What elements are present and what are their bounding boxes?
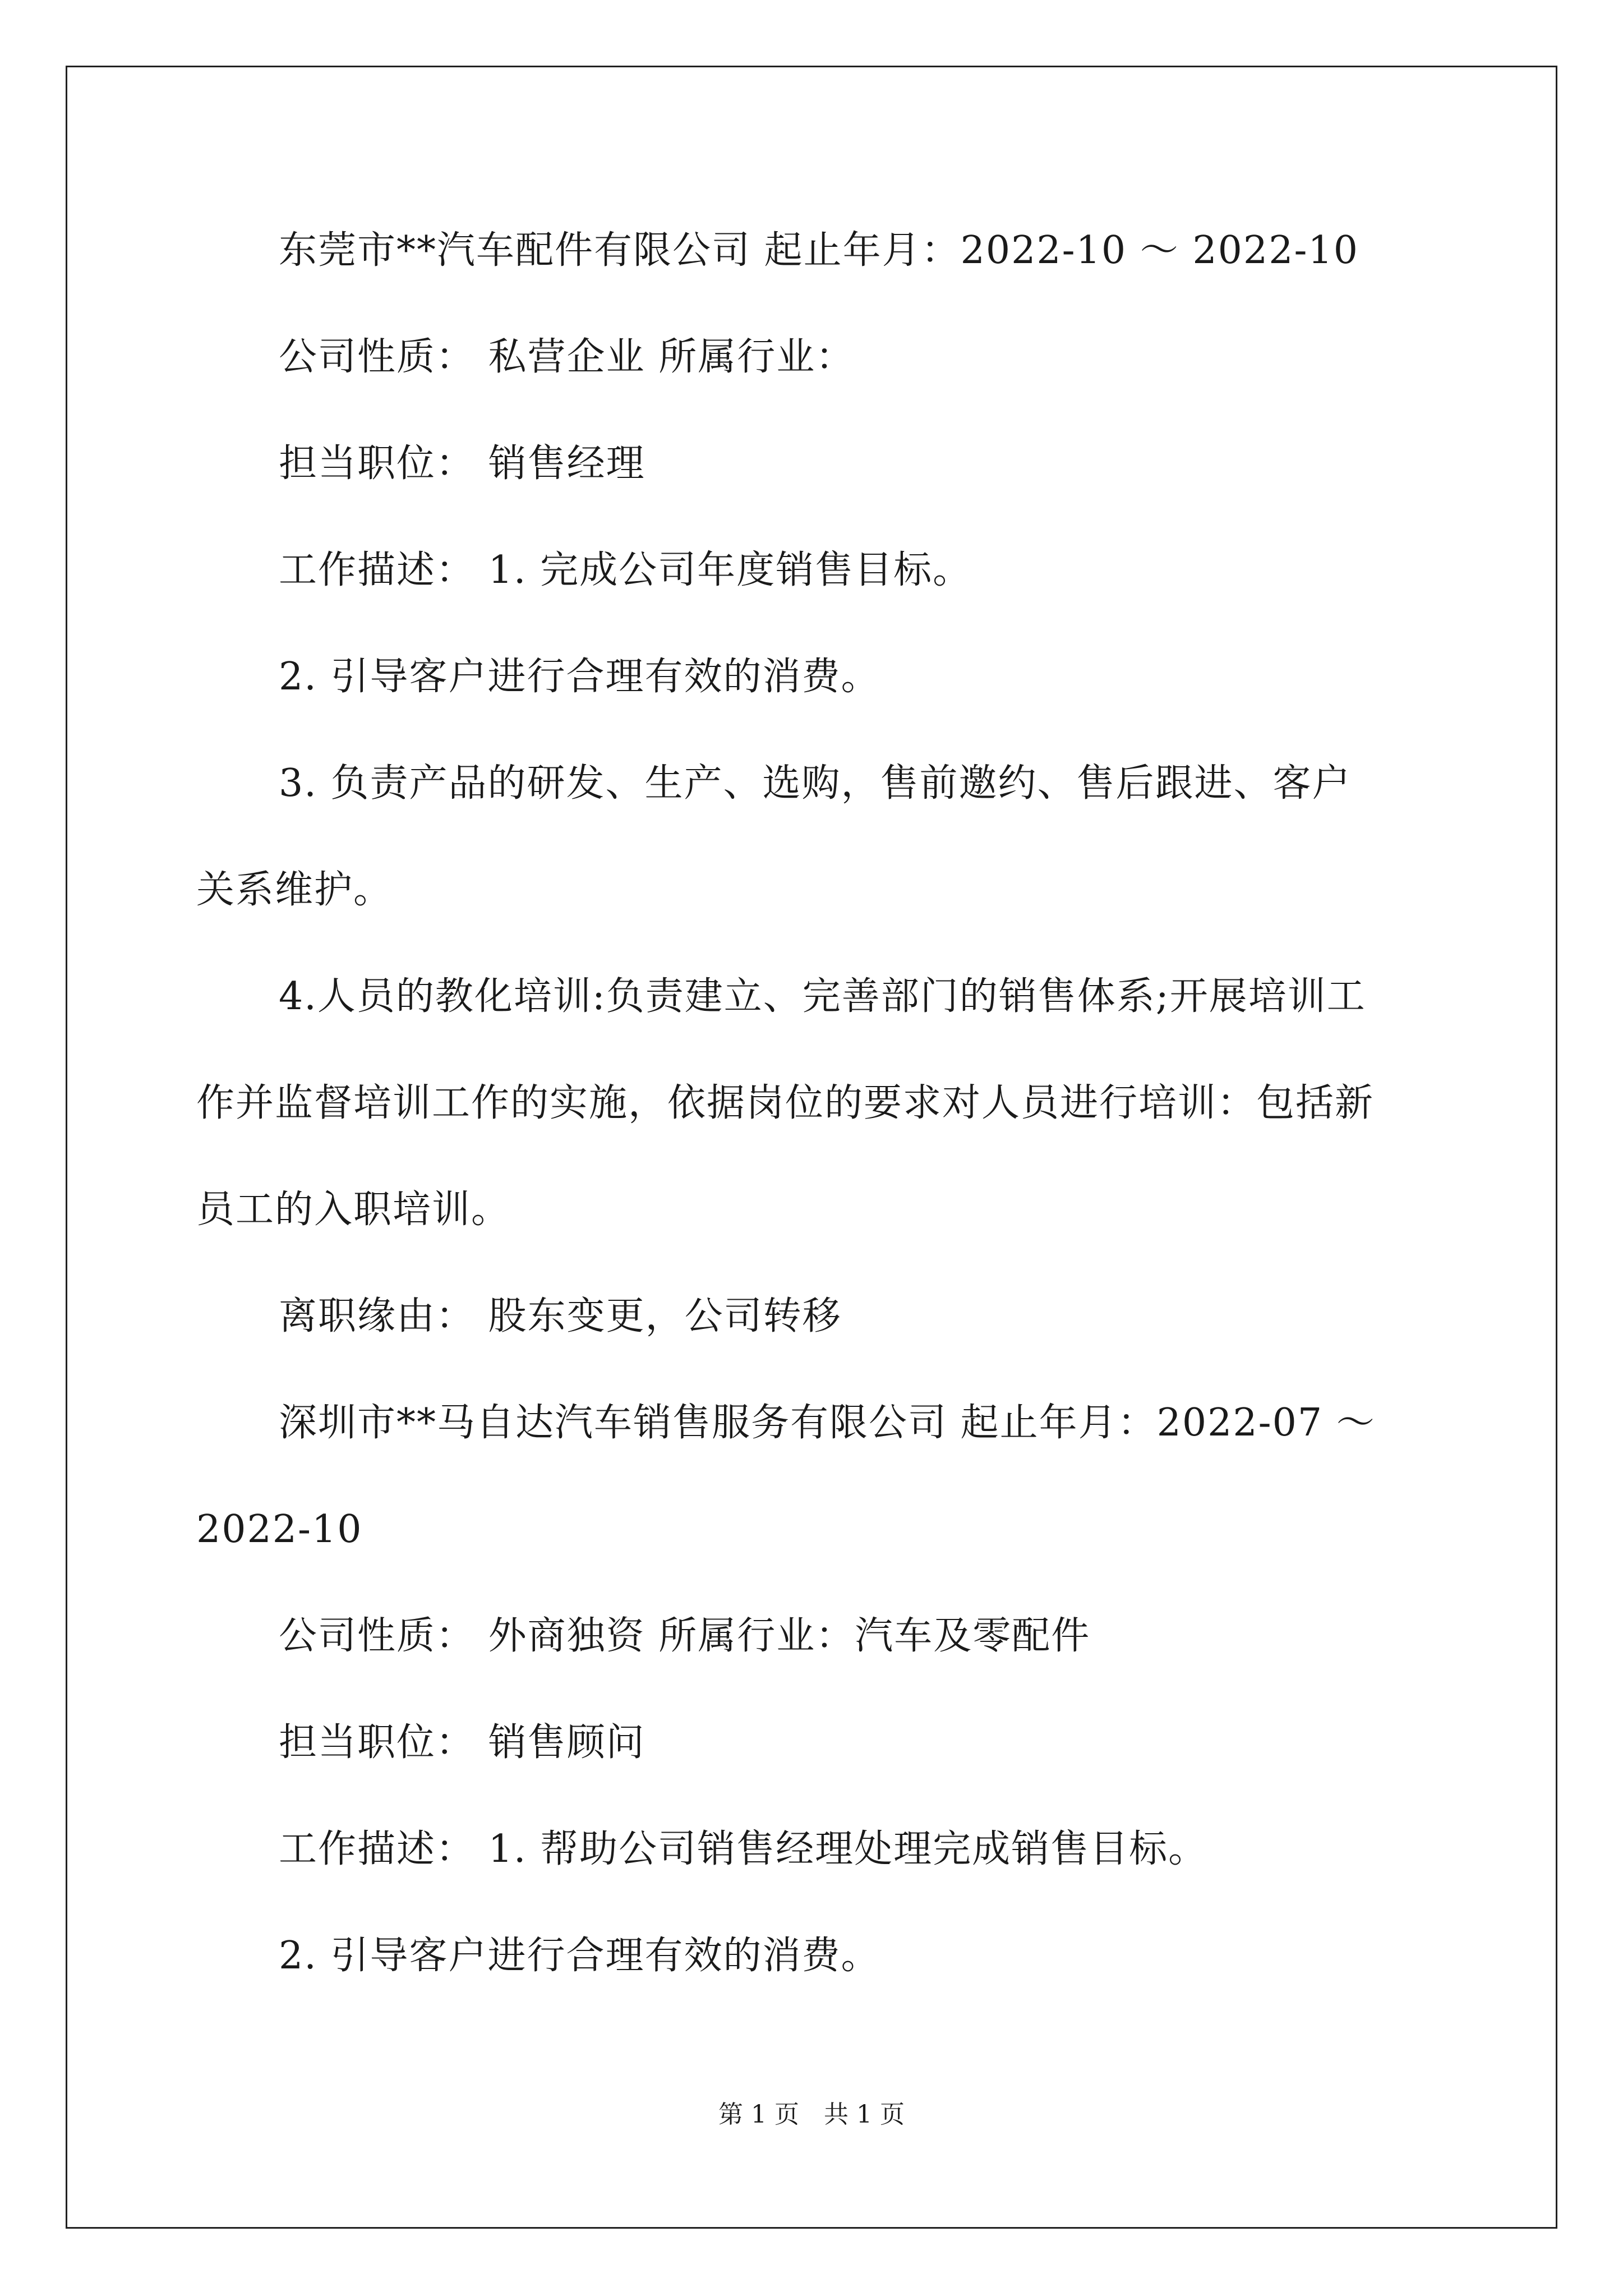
text-line: 工作描述： 1. 完成公司年度销售目标。 — [279, 548, 972, 592]
text-line: 2022-10 — [196, 1507, 363, 1552]
text-line: 2. 引导客户进行合理有效的消费。 — [279, 655, 880, 699]
text-line: 2. 引导客户进行合理有效的消费。 — [279, 1934, 880, 1978]
text-line: 工作描述： 1. 帮助公司销售经理处理完成销售目标。 — [279, 1827, 1208, 1871]
text-line: 担当职位： 销售经理 — [279, 441, 645, 486]
text-line: 深圳市**马自达汽车销售服务有限公司 起止年月：2022-07 ～ — [279, 1401, 1376, 1445]
text-line: 4.人员的教化培训:负责建立、完善部门的销售体系;开展培训工 — [279, 974, 1366, 1019]
text-line: 3. 负责产品的研发、生产、选购，售前邀约、售后跟进、客户 — [279, 761, 1352, 806]
page-footer: 第 1 页 共 1 页 — [718, 2100, 905, 2129]
text-line: 公司性质： 私营企业 所属行业： — [279, 335, 855, 379]
text-line: 关系维护。 — [196, 868, 393, 912]
text-line: 员工的入职培训。 — [196, 1188, 511, 1232]
text-line: 作并监督培训工作的实施，依据岗位的要求对人员进行培训：包括新 — [196, 1081, 1375, 1125]
text-line: 离职缘由： 股东变更，公司转移 — [279, 1294, 842, 1338]
text-line: 担当职位： 销售顾问 — [279, 1720, 645, 1765]
text-line: 东莞市**汽车配件有限公司 起止年月：2022-10 ～ 2022-10 — [279, 228, 1359, 273]
page-border — [66, 66, 1557, 2229]
text-line: 公司性质： 外商独资 所属行业：汽车及零配件 — [279, 1614, 1091, 1658]
